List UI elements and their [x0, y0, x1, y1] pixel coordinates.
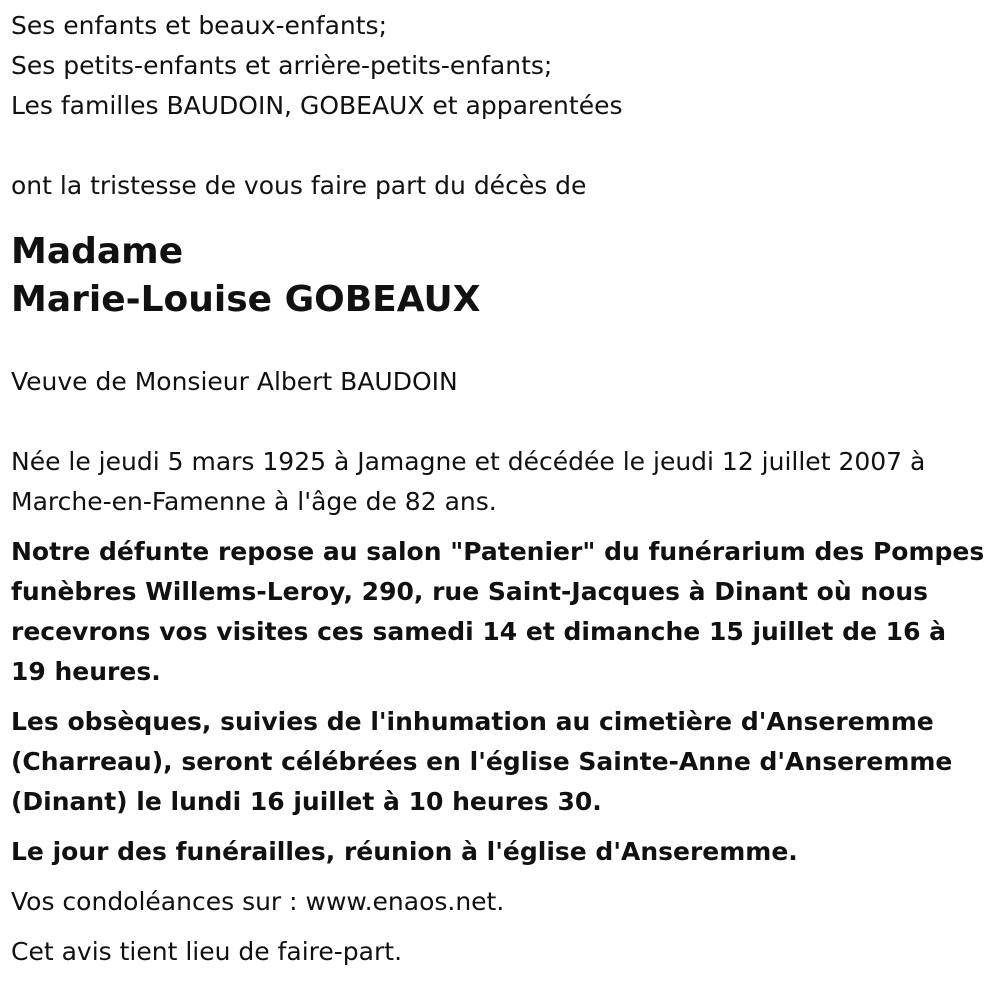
deceased-title: Madame [11, 231, 184, 272]
condolences-text: Vos condoléances sur : www.enaos.net. [11, 887, 505, 916]
deceased-name: Marie-Louise GOBEAUX [11, 279, 481, 320]
announcement-text: ont la tristesse de vous faire part du décès de [11, 171, 587, 200]
meeting-text: Le jour des funérailles, réunion à l'église d'Anseremme. [11, 837, 798, 866]
widow-of-text: Veuve de Monsieur Albert BAUDOIN [11, 367, 458, 396]
visitation-text: Notre défunte repose au salon "Patenier" du funérarium des Pompes funèbres Willems-Leroy, 290, rue Saint-Jacques à Dinant où nous recevrons vos visites ces samedi 14 et dimanche 15 juillet de 16 à 19 heures. [11, 537, 985, 686]
birth-death-text: Née le jeudi 5 mars 1925 à Jamagne et décédée le jeudi 12 juillet 2007 à Marche-en-Famenne à l'âge de 82 ans. [11, 447, 926, 516]
death-notice [11, 6, 986, 972]
family-line-grandchildren: Ses petits-enfants et arrière-petits-enfants; [11, 51, 553, 80]
funeral-text: Les obsèques, suivies de l'inhumation au cimetière d'Anseremme (Charreau), seront célébrées en l'église Sainte-Anne d'Anseremme (Dinant) le lundi 16 juillet à 10 heures 30. [11, 707, 953, 816]
family-line-children: Ses enfants et beaux-enfants; [11, 11, 387, 40]
closing-text: Cet avis tient lieu de faire-part. [11, 937, 403, 966]
family-line-families: Les familles BAUDOIN, GOBEAUX et apparentées [11, 91, 623, 120]
